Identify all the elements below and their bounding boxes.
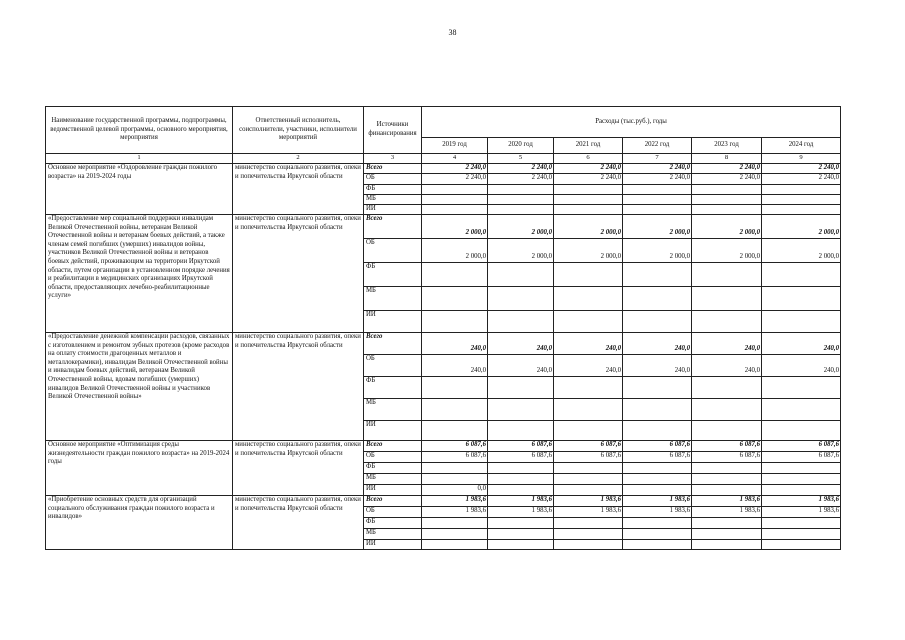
value-empty [554, 377, 623, 399]
value-empty [422, 474, 488, 485]
value-ob: 1 983,6 [488, 507, 554, 518]
funding-source: Всего [364, 441, 422, 452]
funding-source: ФБ [364, 377, 422, 399]
value-ob: 2 240,0 [554, 174, 623, 185]
funding-source: ОБ [364, 507, 422, 518]
value-empty [488, 474, 554, 485]
budget-table [45, 106, 841, 550]
value-empty [623, 399, 692, 421]
value-empty [623, 263, 692, 287]
value-ob: 6 087,6 [762, 452, 841, 463]
value-ob: 1 983,6 [762, 507, 841, 518]
value-ob: 2 240,0 [422, 174, 488, 185]
table-row [46, 441, 841, 452]
value-empty [762, 185, 841, 195]
activity-name: «Приобретение основных средств для организаций социального обслуживания граждан пожилого возраста и инвалидов» [46, 496, 233, 550]
activity-name: Основное мероприятие «Оптимизация среды жизнедеятельности граждан пожилого возраста» на 2019-2024 годы [46, 441, 233, 496]
value-ob: 1 983,6 [554, 507, 623, 518]
year-header: 2023 год [692, 138, 762, 154]
value-ob: 2 240,0 [692, 174, 762, 185]
value-total: 240,0 [762, 333, 841, 355]
value-empty [554, 205, 623, 215]
value-empty [692, 205, 762, 215]
value-empty [623, 518, 692, 529]
value-empty [762, 195, 841, 205]
value-total: 2 240,0 [554, 164, 623, 174]
value-ob: 1 983,6 [623, 507, 692, 518]
col-number: 1 [46, 154, 233, 164]
value-empty [422, 287, 488, 311]
value-empty [692, 399, 762, 421]
activity-name: Основное мероприятие «Оздоровление граждан пожилого возраста» на 2019-2024 годы [46, 164, 233, 215]
value-empty [488, 518, 554, 529]
value-ob: 6 087,6 [623, 452, 692, 463]
funding-source: ИИ [364, 485, 422, 496]
value-empty [692, 421, 762, 441]
value-empty [692, 463, 762, 474]
value-ob: 6 087,6 [692, 452, 762, 463]
funding-source: МБ [364, 474, 422, 485]
value-empty [554, 263, 623, 287]
funding-source: ОБ [364, 452, 422, 463]
value-empty [623, 287, 692, 311]
table-row [46, 333, 841, 355]
value-total: 240,0 [554, 333, 623, 355]
value-empty [762, 485, 841, 496]
value-total: 240,0 [488, 333, 554, 355]
value-total: 6 087,6 [762, 441, 841, 452]
value-empty [762, 287, 841, 311]
value-empty [554, 474, 623, 485]
funding-source: ФБ [364, 463, 422, 474]
value-empty [422, 399, 488, 421]
value-empty [692, 540, 762, 550]
value-ob: 2 000,0 [554, 239, 623, 263]
year-header: 2020 год [488, 138, 554, 154]
value-ii [422, 540, 488, 550]
value-empty [554, 421, 623, 441]
value-total: 6 087,6 [554, 441, 623, 452]
value-empty [623, 377, 692, 399]
value-ob: 2 000,0 [692, 239, 762, 263]
funding-source: ИИ [364, 540, 422, 550]
header-name: Наименование государственной программы, подпрограммы, ведомственной целевой программы, основного мероприятия, мероприятия [46, 107, 233, 154]
value-total: 2 000,0 [554, 215, 623, 239]
header-source: Источники финансирования [364, 107, 422, 154]
value-empty [488, 185, 554, 195]
value-empty [488, 263, 554, 287]
activity-name: «Предоставление мер социальной поддержки инвалидам Великой Отечественной войны, ветеранам Великой Отечественной войны и ветеранам боевых действий, а также членам семей погибших (умерших) инвалидов войны, участников Великой Отечественной войны и ветеранов боевых действий, проживающим на территории Иркутской области, путем организации в установленном порядке лечения и реабилитации в медицинских организациях Иркутской области, предоставляющих лечебно-реабилитационные услуги» [46, 215, 233, 333]
responsible-executor: министерство социального развития, опеки и попечительства Иркутской области [233, 496, 364, 550]
value-total: 1 983,6 [488, 496, 554, 507]
value-ob: 240,0 [623, 355, 692, 377]
value-empty [762, 263, 841, 287]
col-number: 6 [554, 154, 623, 164]
value-empty [762, 311, 841, 333]
funding-source: ОБ [364, 174, 422, 185]
value-empty [692, 474, 762, 485]
value-empty [692, 263, 762, 287]
funding-source: МБ [364, 399, 422, 421]
value-empty [762, 518, 841, 529]
year-header: 2022 год [623, 138, 692, 154]
value-empty [488, 287, 554, 311]
funding-source: ИИ [364, 421, 422, 441]
value-empty [488, 421, 554, 441]
value-empty [623, 463, 692, 474]
value-ob: 2 240,0 [623, 174, 692, 185]
responsible-executor: министерство социального развития, опеки и попечительства Иркутской области [233, 333, 364, 441]
col-number: 3 [364, 154, 422, 164]
value-total: 6 087,6 [692, 441, 762, 452]
value-empty [554, 311, 623, 333]
value-empty [762, 399, 841, 421]
table-row [46, 496, 841, 507]
funding-source: ФБ [364, 263, 422, 287]
header-responsible: Ответственный исполнитель, соисполнители, участники, исполнители мероприятий [233, 107, 364, 154]
responsible-executor: министерство социального развития, опеки и попечительства Иркутской области [233, 215, 364, 333]
table-row [46, 215, 841, 239]
value-ii [422, 421, 488, 441]
value-empty [422, 463, 488, 474]
value-total: 1 983,6 [762, 496, 841, 507]
value-empty [623, 474, 692, 485]
value-empty [623, 529, 692, 540]
value-empty [692, 195, 762, 205]
value-total: 2 000,0 [623, 215, 692, 239]
col-number: 8 [692, 154, 762, 164]
value-ob: 240,0 [422, 355, 488, 377]
value-ob: 240,0 [692, 355, 762, 377]
value-empty [623, 485, 692, 496]
value-ii [422, 205, 488, 215]
value-empty [554, 287, 623, 311]
value-empty [623, 311, 692, 333]
value-ob: 6 087,6 [554, 452, 623, 463]
year-header: 2019 год [422, 138, 488, 154]
value-ii [422, 311, 488, 333]
value-total: 2 240,0 [692, 164, 762, 174]
value-empty [762, 463, 841, 474]
value-empty [623, 540, 692, 550]
value-total: 240,0 [623, 333, 692, 355]
value-ii: 0,0 [422, 485, 488, 496]
funding-source: Всего [364, 496, 422, 507]
value-ob: 240,0 [488, 355, 554, 377]
year-header: 2024 год [762, 138, 841, 154]
value-empty [623, 195, 692, 205]
value-empty [488, 377, 554, 399]
value-empty [692, 529, 762, 540]
value-ob: 2 000,0 [762, 239, 841, 263]
value-ob: 2 240,0 [488, 174, 554, 185]
value-total: 6 087,6 [488, 441, 554, 452]
funding-source: МБ [364, 287, 422, 311]
value-empty [762, 205, 841, 215]
funding-source: ОБ [364, 239, 422, 263]
year-header: 2021 год [554, 138, 623, 154]
col-number: 7 [623, 154, 692, 164]
funding-source: МБ [364, 529, 422, 540]
value-empty [554, 399, 623, 421]
page-number: 38 [448, 28, 457, 37]
value-total: 6 087,6 [623, 441, 692, 452]
col-number: 2 [233, 154, 364, 164]
value-ob: 2 000,0 [623, 239, 692, 263]
value-ob: 6 087,6 [488, 452, 554, 463]
value-total: 6 087,6 [422, 441, 488, 452]
value-total: 1 983,6 [554, 496, 623, 507]
funding-source: ИИ [364, 205, 422, 215]
value-ob: 240,0 [554, 355, 623, 377]
funding-source: ФБ [364, 185, 422, 195]
funding-source: МБ [364, 195, 422, 205]
funding-source: Всего [364, 333, 422, 355]
value-empty [692, 377, 762, 399]
value-empty [762, 540, 841, 550]
col-number: 9 [762, 154, 841, 164]
value-empty [488, 540, 554, 550]
funding-source: ИИ [364, 311, 422, 333]
col-number: 5 [488, 154, 554, 164]
value-empty [554, 485, 623, 496]
value-empty [422, 529, 488, 540]
value-empty [488, 311, 554, 333]
value-empty [623, 421, 692, 441]
value-empty [554, 540, 623, 550]
value-empty [488, 195, 554, 205]
value-total: 2 240,0 [488, 164, 554, 174]
value-empty [488, 205, 554, 215]
value-ob: 2 240,0 [762, 174, 841, 185]
header-expenses: Расходы (тыс.руб.), годы [422, 107, 841, 138]
value-total: 2 000,0 [692, 215, 762, 239]
value-ob: 240,0 [762, 355, 841, 377]
value-empty [692, 518, 762, 529]
value-empty [554, 185, 623, 195]
value-total: 2 000,0 [422, 215, 488, 239]
value-total: 2 240,0 [762, 164, 841, 174]
value-empty [422, 263, 488, 287]
value-empty [422, 518, 488, 529]
value-ob: 1 983,6 [692, 507, 762, 518]
value-total: 2 240,0 [623, 164, 692, 174]
value-empty [422, 195, 488, 205]
value-empty [623, 185, 692, 195]
value-empty [488, 399, 554, 421]
funding-source: Всего [364, 215, 422, 239]
value-empty [762, 529, 841, 540]
funding-source: ОБ [364, 355, 422, 377]
value-empty [554, 529, 623, 540]
value-ob: 2 000,0 [488, 239, 554, 263]
responsible-executor: министерство социального развития, опеки и попечительства Иркутской области [233, 164, 364, 215]
value-ob: 6 087,6 [422, 452, 488, 463]
value-ob: 1 983,6 [422, 507, 488, 518]
responsible-executor: министерство социального развития, опеки и попечительства Иркутской области [233, 441, 364, 496]
value-empty [623, 205, 692, 215]
value-empty [488, 463, 554, 474]
activity-name: «Предоставление денежной компенсации расходов, связанных с изготовлением и ремонтом зубных протезов (кроме расходов на оплату стоимости драгоценных металлов и металлокерамики), инвалидам Великой Отечественной войны и инвалидам боевых действий, ветеранам Великой Отечественной войны, вдовам погибших (умерших) инвалидов Великой Отечественной войны и участников Великой Отечественной войны» [46, 333, 233, 441]
value-total: 2 000,0 [762, 215, 841, 239]
value-total: 1 983,6 [692, 496, 762, 507]
value-empty [488, 485, 554, 496]
value-empty [488, 529, 554, 540]
funding-source: Всего [364, 164, 422, 174]
value-empty [692, 287, 762, 311]
value-empty [692, 185, 762, 195]
col-number: 4 [422, 154, 488, 164]
value-ob: 2 000,0 [422, 239, 488, 263]
value-empty [422, 185, 488, 195]
value-total: 240,0 [422, 333, 488, 355]
value-empty [692, 485, 762, 496]
value-empty [762, 474, 841, 485]
table-row [46, 164, 841, 174]
value-empty [554, 195, 623, 205]
value-total: 240,0 [692, 333, 762, 355]
value-total: 1 983,6 [422, 496, 488, 507]
value-empty [692, 311, 762, 333]
value-total: 2 000,0 [488, 215, 554, 239]
value-empty [762, 377, 841, 399]
funding-source: ФБ [364, 518, 422, 529]
value-empty [422, 377, 488, 399]
value-empty [554, 518, 623, 529]
value-total: 1 983,6 [623, 496, 692, 507]
value-total: 2 240,0 [422, 164, 488, 174]
value-empty [554, 463, 623, 474]
value-empty [762, 421, 841, 441]
